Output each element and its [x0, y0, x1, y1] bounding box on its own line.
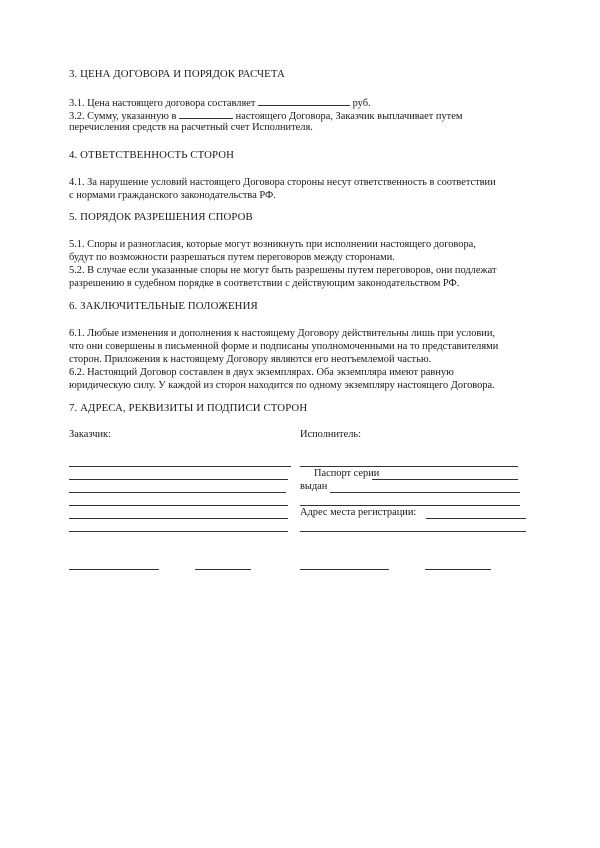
- section-3-heading: 3. ЦЕНА ДОГОВОРА И ПОРЯДОК РАСЧЕТА: [69, 68, 285, 80]
- section-7-heading: 7. АДРЕСА, РЕКВИЗИТЫ И ПОДПИСИ СТОРОН: [69, 402, 308, 414]
- passport-line[interactable]: [372, 479, 518, 480]
- clause-3-2-text-c: перечисления средств на расчетный счет Исполнителя.: [69, 122, 313, 133]
- issued-label: выдан: [300, 481, 328, 492]
- clause-3-2-text-b: настоящего Договора, Заказчик выплачивает путем: [235, 111, 463, 122]
- clause-6-2-line-1: 6.2. Настоящий Договор составлен в двух экземплярах. Оба экземпляра имеют равную: [69, 367, 454, 378]
- clause-5-1-line-1: 5.1. Споры и разногласия, которые могут возникнуть при исполнении настоящего договора,: [69, 239, 476, 250]
- price-blank-field[interactable]: [258, 96, 350, 106]
- customer-line-6[interactable]: [69, 531, 288, 532]
- customer-line-4[interactable]: [69, 505, 288, 506]
- contractor-signature-line[interactable]: [300, 569, 389, 570]
- clause-3-1-text: 3.1. Цена настоящего договора составляет: [69, 98, 256, 109]
- section-liability: [69, 149, 539, 201]
- clause-3-2-text-a: 3.2. Сумму, указанную в: [69, 111, 177, 122]
- clause-6-1-line-1: 6.1. Любые изменения и дополнения к настоящему Договору действительны лишь при условии,: [69, 328, 496, 339]
- section-final-provisions: [69, 300, 539, 391]
- customer-line-5[interactable]: [69, 518, 288, 519]
- passport-label: Паспорт серии: [314, 468, 380, 479]
- customer-label: Заказчик:: [69, 429, 111, 440]
- clause-5-2-line-1: 5.2. В случае если указанные споры не могут быть разрешены путем переговоров, они подлежат: [69, 265, 497, 276]
- contractor-line-4[interactable]: [300, 505, 520, 506]
- customer-line-3[interactable]: [69, 492, 286, 493]
- issued-line[interactable]: [330, 492, 520, 493]
- clause-6-1-line-3: сторон. Приложения к настоящему Договору являются его неотъемлемой частью.: [69, 354, 432, 365]
- clause-4-1-line-2: с нормами гражданского законодательства РФ.: [69, 190, 276, 201]
- customer-line-2[interactable]: [69, 479, 288, 480]
- section-signatures: [69, 402, 539, 415]
- section-5-heading: 5. ПОРЯДОК РАЗРЕШЕНИЯ СПОРОВ: [69, 211, 253, 223]
- section-price: [69, 68, 539, 133]
- section-4-heading: 4. ОТВЕТСТВЕННОСТЬ СТОРОН: [69, 149, 235, 161]
- section-6-heading: 6. ЗАКЛЮЧИТЕЛЬНЫЕ ПОЛОЖЕНИЯ: [69, 300, 258, 312]
- clause-6-2-line-2: юридическую силу. У каждой из сторон находится по одному экземпляру настоящего Договора.: [69, 380, 495, 391]
- customer-signature-line[interactable]: [69, 569, 159, 570]
- section-disputes: [69, 211, 539, 289]
- clause-ref-blank-field[interactable]: [179, 109, 233, 119]
- contractor-initials-line[interactable]: [425, 569, 491, 570]
- contractor-label: Исполнитель:: [300, 429, 362, 440]
- contractor-name-line[interactable]: [300, 466, 518, 467]
- currency-label: руб.: [352, 98, 371, 109]
- clause-6-1-line-2: что они совершены в письменной форме и подписаны уполномоченными на то представителями: [69, 341, 499, 352]
- address-label: Адрес места регистрации:: [300, 507, 417, 518]
- customer-line-1[interactable]: [69, 466, 291, 467]
- clause-4-1-line-1: 4.1. За нарушение условий настоящего Договора стороны несут ответственность в соответствии: [69, 177, 496, 188]
- contractor-line-6[interactable]: [300, 531, 526, 532]
- address-line[interactable]: [426, 518, 526, 519]
- clause-5-2-line-2: разрешению в судебном порядке в соответствии с действующим законодательством РФ.: [69, 278, 460, 289]
- clause-5-1-line-2: будут по возможности разрешаться путем переговоров между сторонами.: [69, 252, 395, 263]
- customer-initials-line[interactable]: [195, 569, 251, 570]
